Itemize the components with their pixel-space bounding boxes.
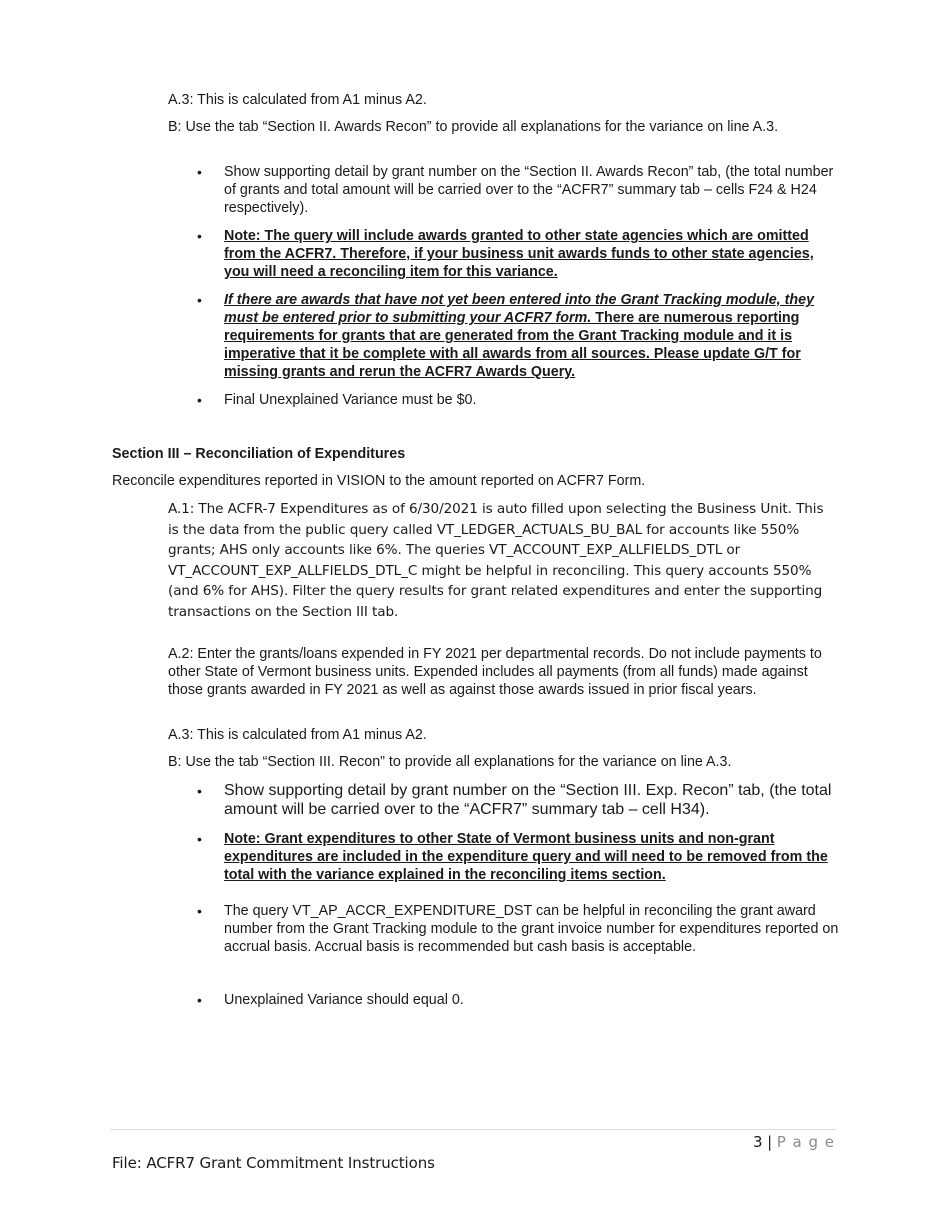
sec3-a1: A.1: The ACFR-7 Expenditures as of 6/30/2021 is auto filled upon selecting the Business Unit. This is the data from the public query called VT_LEDGER_ACTUALS_BU_BAL for accounts like 550% grants; AHS only accounts like 6%. The queries VT_ACCOUNT_EXP_ALLFIELDS_DTL or VT_ACCOUNT_EXP_ALLFIELDS_DTL_C might be helpful in reconciling. This query accounts 550% (and 6% for AHS). Filter the query results for grant related expenditures and enter the supporting transactions on the Section III tab. (168, 501, 824, 620)
bullet-icon: • (197, 783, 202, 799)
sec3-b: B: Use the tab “Section III. Recon” to provide all explanations for the variance on line A.3. (168, 754, 732, 770)
page-number-separator: | (767, 1133, 773, 1151)
footer-divider (110, 1129, 836, 1130)
sec2-bullet-4: Final Unexplained Variance must be $0. (224, 392, 477, 408)
sec2-a3: A.3: This is calculated from A1 minus A2. (168, 92, 427, 108)
bullet-icon: • (197, 992, 202, 1008)
sec3-bullet-1: Show supporting detail by grant number on the “Section III. Exp. Recon” tab, (the total amount will be carried over to the “ACFR7” summary tab – cell H34). (224, 782, 832, 818)
sec3-bullet-3: The query VT_AP_ACCR_EXPENDITURE_DST can be helpful in reconciling the grant award number from the Grant Tracking module to the grant invoice number for expenditures reported on accrual basis. Accrual basis is recommended but cash basis is acceptable. (224, 903, 839, 955)
bullet-icon: • (197, 228, 202, 244)
sec2-bullet-1: Show supporting detail by grant number on the “Section II. Awards Recon” tab, (the total number of grants and total amount will be carried over to the “ACFR7” summary tab – cells F24 & H24 respectively). (224, 164, 834, 216)
bullet-icon: • (197, 831, 202, 847)
page-number-value: 3 (752, 1133, 763, 1151)
bullet-icon: • (197, 392, 202, 408)
sec3-intro: Reconcile expenditures reported in VISION to the amount reported on ACFR7 Form. (112, 473, 646, 489)
sec2-bullet-3 (224, 291, 834, 381)
sec3-bullet-4: Unexplained Variance should equal 0. (224, 992, 464, 1008)
page-number (753, 1132, 835, 1153)
sec2-bullet-2: Note: The query will include awards granted to other state agencies which are omitted from the ACFR7. Therefore, if your business unit awards funds to other state agencies, you will need a reconciling item for this variance. (224, 228, 814, 280)
bullet-icon: • (197, 292, 202, 308)
sec3-a2: A.2: Enter the grants/loans expended in FY 2021 per departmental records. Do not include payments to other State of Vermont business units. Expended includes all payments (from all funds) made against those grants awarded in FY 2021 as well as against those awards issued in prior fiscal years. (168, 646, 822, 698)
sec3-a3: A.3: This is calculated from A1 minus A2. (168, 727, 427, 743)
bullet-icon: • (197, 903, 202, 919)
sec3-bullet-2: Note: Grant expenditures to other State of Vermont business units and non-grant expenditures are included in the expenditure query and will need to be removed from the total with the variance explained in the reconciling items section. (224, 831, 828, 883)
section-heading: Section III – Reconciliation of Expenditures (112, 446, 406, 462)
bullet-icon: • (197, 164, 202, 180)
sec2-bullet-3-rest: There are numerous reporting requirements for grants that are generated from the Grant Tracking module and it is imperative that it be complete with all awards from all sources. Please update G/T for missing grants and rerun the ACFR7 Awards Query. (224, 310, 801, 380)
sec2-b: B: Use the tab “Section II. Awards Recon” to provide all explanations for the variance on line A.3. (168, 119, 779, 135)
sec2-bullet-3-italic: If there are awards that have not yet been entered into the Grant Tracking module, they must be entered prior to submitting your ACFR7 form. (224, 292, 815, 326)
footer-file: File: ACFR7 Grant Commitment Instructions (112, 1154, 435, 1172)
page-label: P a g e (776, 1133, 835, 1151)
